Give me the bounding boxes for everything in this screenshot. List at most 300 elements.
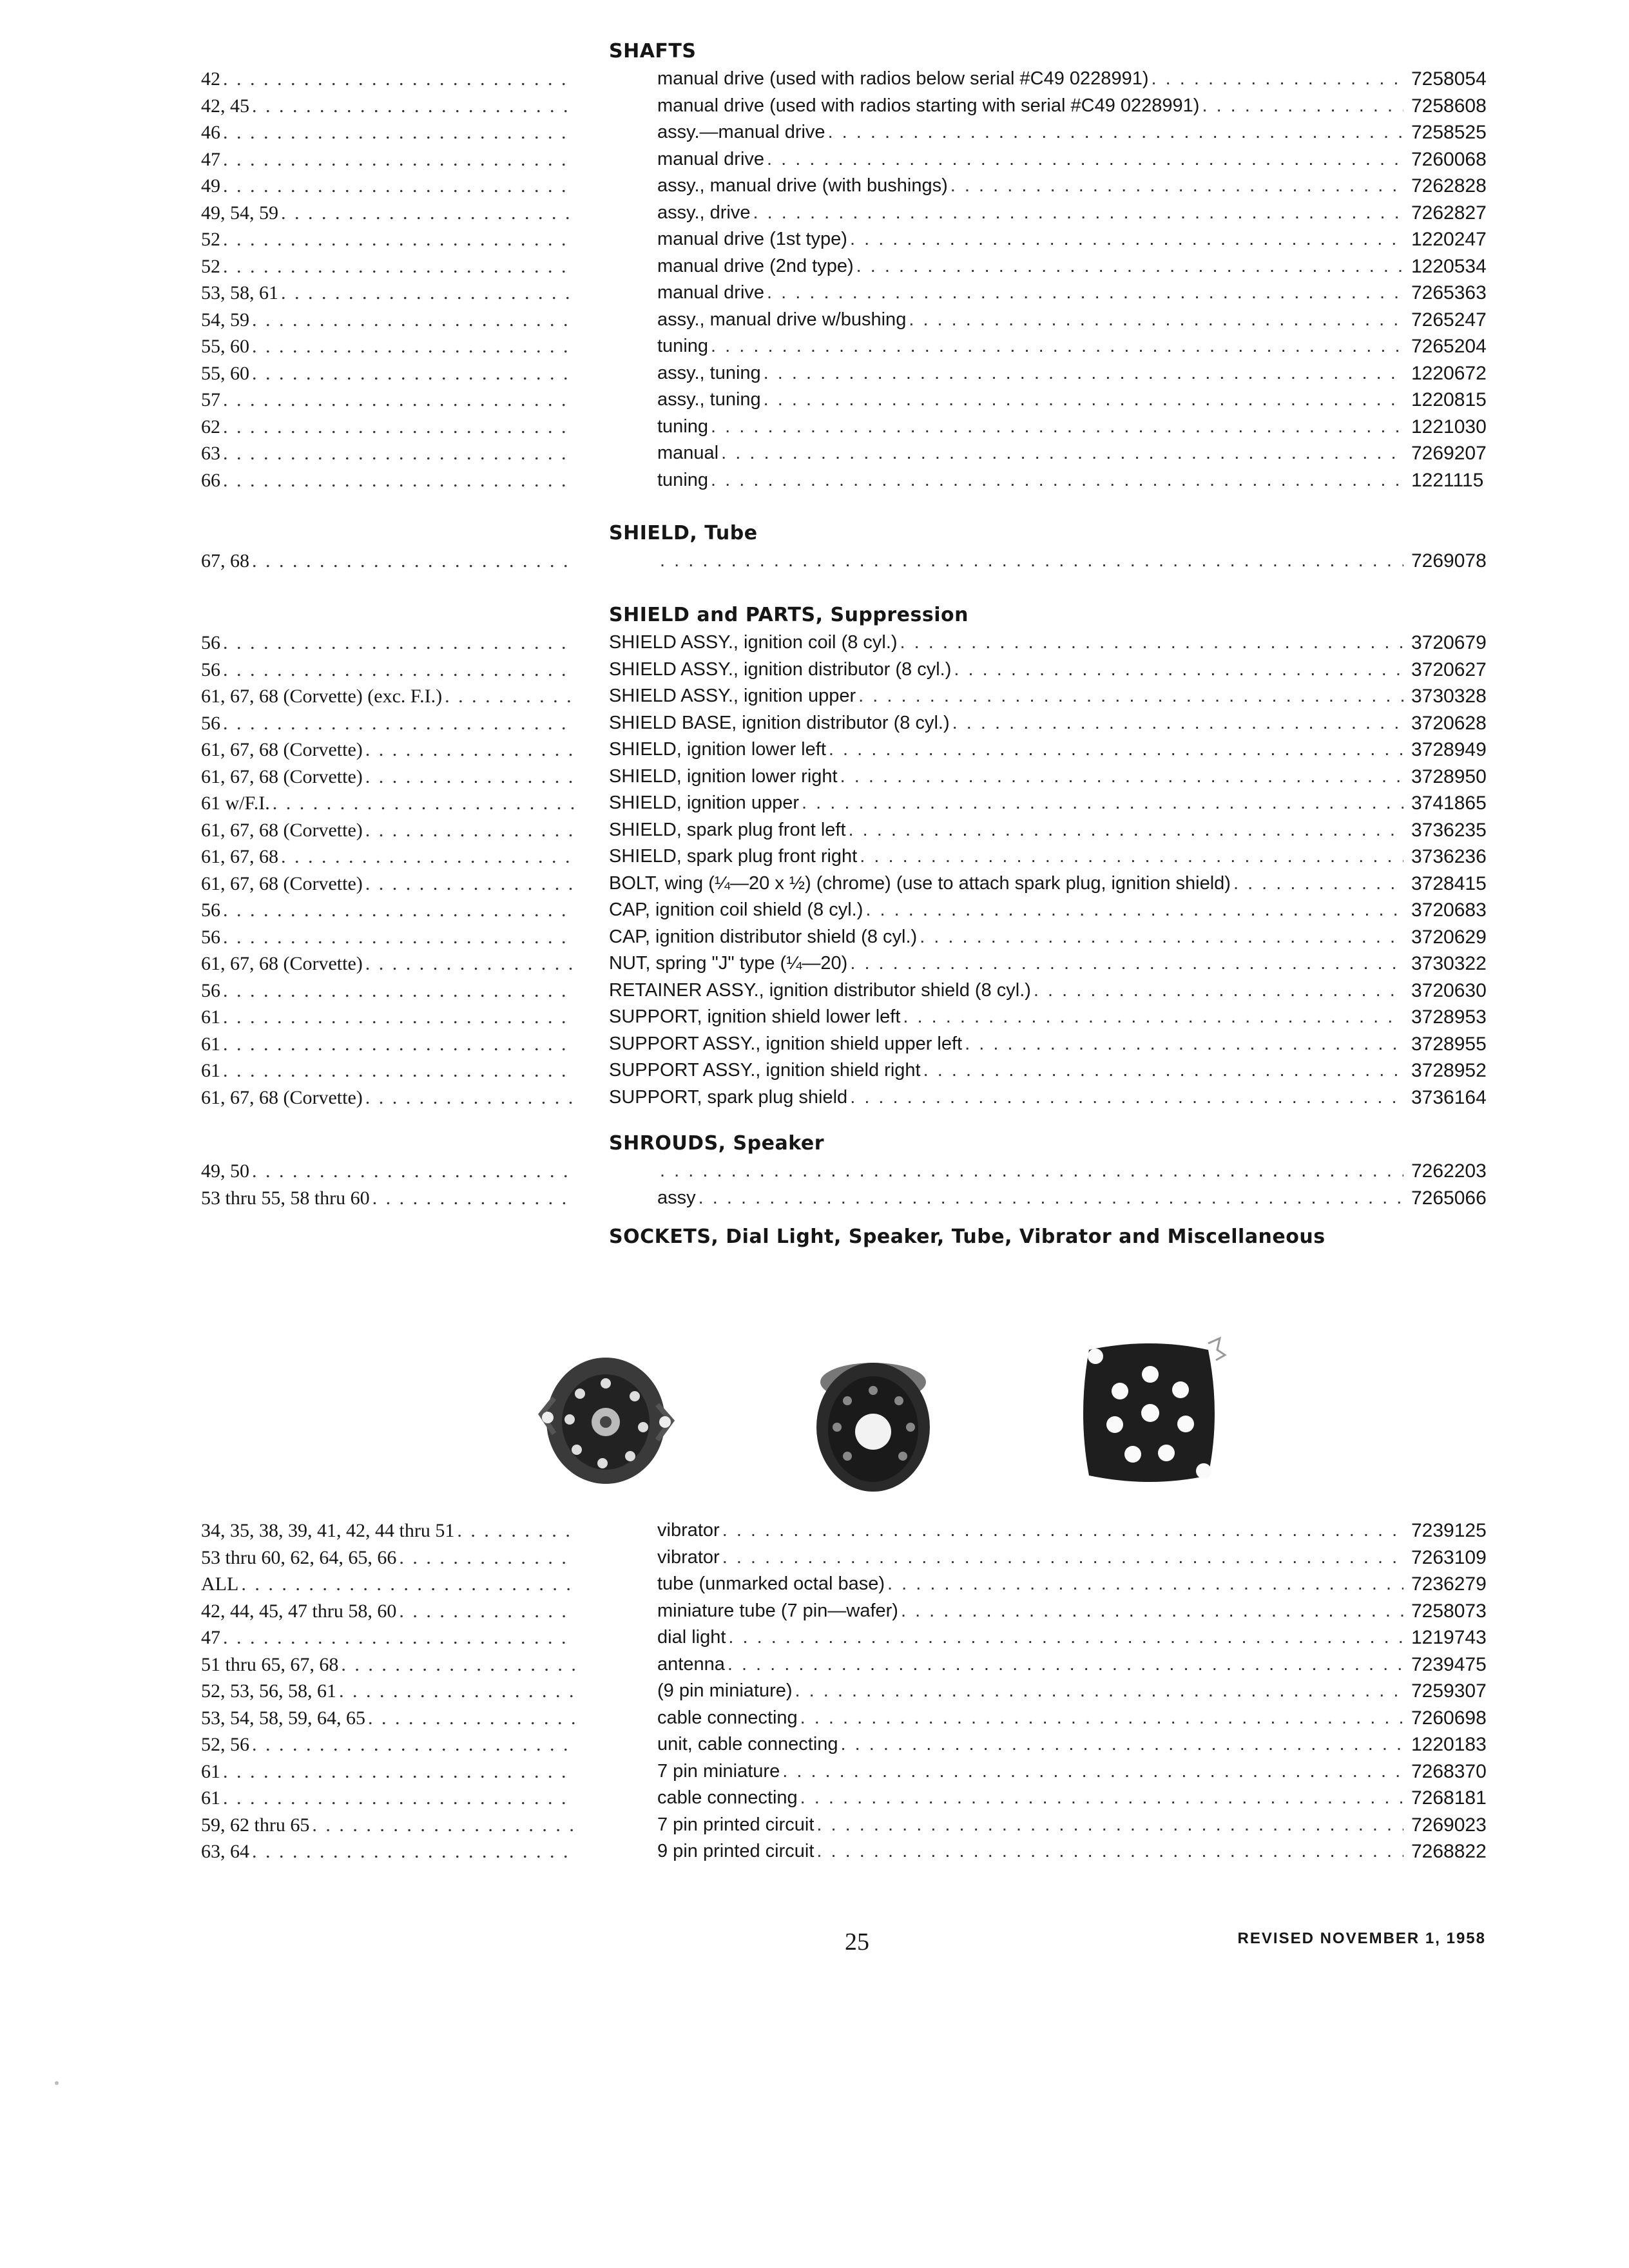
description (609, 736, 1403, 764)
dot-leader (223, 66, 575, 93)
model-numbers: 56 (201, 899, 220, 921)
description (609, 1057, 1403, 1084)
part-description: SUPPORT ASSY., ignition shield upper left (609, 1033, 963, 1054)
description (609, 1031, 1403, 1058)
part-description: manual drive (657, 282, 765, 303)
model-numbers: 61, 67, 68 (Corvette) (201, 739, 363, 760)
part-number: 7258054 (1411, 68, 1487, 90)
model-list (201, 710, 575, 737)
model-list (201, 924, 575, 951)
part-row (0, 977, 1629, 1004)
dot-leader (223, 924, 575, 951)
model-list (201, 817, 575, 844)
model-list (201, 950, 575, 977)
dot-leader (699, 1185, 1403, 1212)
revision-date: REVISED NOVEMBER 1, 1958 (1237, 1930, 1486, 1947)
dot-leader (223, 467, 575, 494)
model-list (201, 200, 575, 227)
dot-leader (660, 548, 1403, 575)
description (609, 629, 1403, 657)
dot-leader (252, 1838, 575, 1865)
description (657, 1158, 1403, 1185)
part-description: NUT, spring "J" type (¼—20) (609, 953, 848, 974)
dot-leader (858, 683, 1403, 710)
model-list (201, 226, 575, 253)
description (657, 200, 1403, 227)
dot-leader (711, 333, 1403, 360)
part-number: 7263109 (1411, 1546, 1487, 1568)
part-number: 3728955 (1411, 1033, 1487, 1055)
part-row (0, 1678, 1629, 1705)
dot-leader (764, 387, 1403, 414)
dot-leader (660, 1158, 1403, 1185)
dot-leader (252, 1731, 575, 1758)
dot-leader (223, 387, 575, 414)
description (657, 280, 1403, 307)
dot-leader (782, 1758, 1403, 1785)
part-description: SHIELD ASSY., ignition upper (609, 686, 856, 706)
part-description: SUPPORT, spark plug shield (609, 1086, 848, 1108)
part-row (0, 226, 1629, 253)
part-row (0, 1838, 1629, 1865)
dot-leader (901, 1598, 1403, 1625)
part-number: 3720683 (1411, 899, 1487, 921)
model-numbers: 56 (201, 926, 220, 948)
model-numbers: 53 thru 60, 62, 64, 65, 66 (201, 1546, 397, 1568)
model-list (201, 657, 575, 684)
part-row (0, 736, 1629, 764)
model-numbers: 47 (201, 1627, 220, 1648)
model-list (201, 360, 575, 387)
part-number: 3730328 (1411, 686, 1487, 707)
model-numbers: 61, 67, 68 (Corvette) (201, 1086, 363, 1108)
part-number: 3720679 (1411, 632, 1487, 653)
model-list (201, 1544, 575, 1571)
description (657, 253, 1403, 280)
model-numbers: 52 (201, 255, 220, 277)
part-number: 7268822 (1411, 1841, 1487, 1862)
part-number: 3720627 (1411, 658, 1487, 680)
dot-leader (365, 736, 575, 764)
part-description: manual drive (2nd type) (657, 255, 854, 276)
part-description: dial light (657, 1627, 726, 1648)
model-list (201, 1004, 575, 1031)
part-row (0, 1544, 1629, 1571)
dot-leader (753, 200, 1403, 227)
dot-leader (711, 467, 1403, 494)
part-number: 7269078 (1411, 550, 1487, 572)
dot-leader (223, 1624, 575, 1651)
model-numbers: 56 (201, 658, 220, 680)
part-description: BOLT, wing (¼—20 x ½) (chrome) (use to attach spark plug, ignition shield) (609, 872, 1231, 894)
dot-leader (728, 1624, 1403, 1651)
description (657, 387, 1403, 414)
part-description: cable connecting (657, 1707, 798, 1728)
dot-leader (802, 790, 1403, 817)
part-row (0, 1812, 1629, 1839)
part-description: SHIELD, spark plug front left (609, 819, 846, 840)
part-description: SHIELD BASE, ignition distributor (8 cyl.) (609, 712, 950, 733)
description (657, 1678, 1403, 1705)
part-description: (9 pin miniature) (657, 1680, 793, 1701)
part-description: manual drive (used with radios starting with serial #C49 0228991) (657, 95, 1200, 116)
dot-leader (341, 1651, 575, 1678)
dot-leader (365, 764, 575, 791)
model-numbers: 61 (201, 1060, 220, 1081)
part-row (0, 790, 1629, 817)
part-number: 3728953 (1411, 1006, 1487, 1028)
model-numbers: 61, 67, 68 (Corvette) (201, 872, 363, 894)
dot-leader (252, 93, 575, 120)
part-description: antenna (657, 1653, 725, 1675)
part-row (0, 66, 1629, 93)
part-number: 3736235 (1411, 819, 1487, 841)
model-numbers: 49, 50 (201, 1160, 249, 1182)
dot-leader (767, 146, 1403, 173)
dot-leader (223, 1004, 575, 1031)
model-numbers: 56 (201, 979, 220, 1001)
part-description: 9 pin printed circuit (657, 1841, 815, 1861)
description (657, 414, 1403, 441)
model-numbers: 62 (201, 416, 220, 437)
description (657, 1758, 1403, 1785)
model-numbers: 56 (201, 632, 220, 653)
part-number: 3728415 (1411, 872, 1487, 894)
part-number: 1221115 (1411, 469, 1484, 491)
dot-leader (223, 1057, 575, 1084)
description (657, 1624, 1403, 1651)
model-list (201, 467, 575, 494)
description (657, 548, 1403, 575)
model-list (201, 440, 575, 467)
part-row (0, 440, 1629, 467)
dot-leader (887, 1571, 1403, 1598)
part-row (0, 1004, 1629, 1031)
section-title: SHIELD, Tube (609, 522, 758, 544)
description (657, 307, 1403, 334)
model-list (201, 66, 575, 93)
model-list (201, 173, 575, 200)
dot-leader (849, 817, 1404, 844)
dot-leader (372, 1185, 575, 1212)
part-description: RETAINER ASSY., ignition distributor shield (8 cyl.) (609, 979, 1031, 1001)
dot-leader (850, 1084, 1403, 1111)
model-list (201, 629, 575, 657)
dot-leader (223, 657, 575, 684)
description (609, 710, 1403, 737)
description (609, 1004, 1403, 1031)
part-row (0, 333, 1629, 360)
part-row (0, 119, 1629, 146)
part-description: SHIELD, ignition lower left (609, 739, 826, 760)
part-description: assy (657, 1187, 696, 1208)
part-number: 1219743 (1411, 1627, 1487, 1648)
model-numbers: 52 (201, 229, 220, 250)
model-list (201, 414, 575, 441)
model-list (201, 1785, 575, 1812)
dot-leader (721, 440, 1403, 467)
dot-leader (312, 1812, 575, 1839)
part-row (0, 924, 1629, 951)
dot-leader (816, 1838, 1403, 1865)
part-row (0, 387, 1629, 414)
socket-photos (0, 1318, 1629, 1537)
model-list (201, 253, 575, 280)
model-numbers: 42, 45 (201, 95, 249, 117)
model-list (201, 1571, 575, 1598)
dot-leader (816, 1812, 1403, 1839)
part-number: 7268181 (1411, 1787, 1487, 1809)
description (609, 924, 1403, 951)
part-description: 7 pin printed circuit (657, 1814, 815, 1835)
dot-leader (223, 1031, 575, 1058)
description (657, 1571, 1403, 1598)
description (609, 897, 1403, 924)
part-description: assy.—manual drive (657, 122, 825, 142)
dot-leader (281, 843, 575, 870)
part-description: tube (unmarked octal base) (657, 1573, 885, 1594)
dot-leader (841, 1731, 1403, 1758)
description (657, 467, 1403, 494)
section-title: SOCKETS, Dial Light, Speaker, Tube, Vibrator and Miscellaneous (609, 1225, 1325, 1248)
model-numbers: 66 (201, 469, 220, 491)
model-list (201, 790, 575, 817)
description (657, 1812, 1403, 1839)
part-description: assy., tuning (657, 389, 761, 410)
part-description: SHIELD, spark plug front right (609, 846, 858, 867)
model-list (201, 1598, 575, 1625)
dot-leader (365, 1084, 575, 1111)
part-number: 3730322 (1411, 953, 1487, 974)
model-numbers: 59, 62 thru 65 (201, 1814, 310, 1836)
part-description: manual (657, 443, 719, 463)
description (657, 360, 1403, 387)
dot-leader (223, 119, 575, 146)
dot-leader (399, 1544, 575, 1571)
model-list (201, 1031, 575, 1058)
part-row (0, 1624, 1629, 1651)
dot-leader (273, 790, 575, 817)
description (657, 93, 1403, 120)
description (657, 1651, 1403, 1678)
dot-leader (954, 657, 1403, 684)
dot-leader (856, 253, 1403, 280)
model-numbers: 55, 60 (201, 362, 249, 384)
description (609, 790, 1403, 817)
description (609, 870, 1403, 898)
part-row (0, 629, 1629, 657)
dot-leader (365, 950, 575, 977)
part-number: 7262827 (1411, 202, 1487, 224)
part-row (0, 1084, 1629, 1111)
part-row (0, 93, 1629, 120)
part-number: 7265247 (1411, 309, 1487, 331)
part-row (0, 173, 1629, 200)
description (609, 657, 1403, 684)
part-row (0, 657, 1629, 684)
model-numbers: 54, 59 (201, 309, 249, 331)
dot-leader (281, 280, 575, 307)
part-description: manual drive (used with radios below serial #C49 0228991) (657, 68, 1149, 89)
section-rows (0, 66, 1629, 494)
description (609, 764, 1403, 791)
description (609, 817, 1403, 844)
model-list (201, 1758, 575, 1785)
part-number: 1220672 (1411, 362, 1487, 384)
model-numbers: 47 (201, 148, 220, 170)
section-title: SHROUDS, Speaker (609, 1132, 824, 1155)
model-list (201, 683, 575, 710)
description (657, 333, 1403, 360)
model-numbers: 53 thru 55, 58 thru 60 (201, 1187, 370, 1209)
dot-leader (223, 253, 575, 280)
part-row (0, 548, 1629, 575)
section-rows (0, 1517, 1629, 1865)
part-number: 7260068 (1411, 148, 1487, 170)
part-description: unit, cable connecting (657, 1734, 838, 1754)
scan-speck (55, 2081, 59, 2085)
part-row (0, 1185, 1629, 1212)
model-numbers: 61, 67, 68 (Corvette) (201, 819, 363, 841)
part-number: 3728949 (1411, 739, 1487, 760)
section-rows (0, 548, 1629, 575)
part-number: 1220247 (1411, 229, 1487, 250)
dot-leader (840, 764, 1403, 791)
part-number: 7269023 (1411, 1814, 1487, 1836)
model-numbers: 55, 60 (201, 336, 249, 357)
part-row (0, 1731, 1629, 1758)
part-number: 7265363 (1411, 282, 1487, 303)
model-numbers: 63 (201, 443, 220, 464)
model-list (201, 1705, 575, 1732)
part-row (0, 817, 1629, 844)
section-title: SHIELD and PARTS, Suppression (609, 604, 969, 626)
model-numbers: 46 (201, 122, 220, 143)
model-list (201, 93, 575, 120)
dot-leader (829, 736, 1403, 764)
model-list (201, 1651, 575, 1678)
description (609, 1084, 1403, 1111)
section-title: SHAFTS (609, 40, 697, 62)
part-description: 7 pin miniature (657, 1760, 780, 1782)
part-description: assy., drive (657, 202, 751, 223)
part-number: 1220183 (1411, 1734, 1487, 1755)
model-list (201, 1731, 575, 1758)
dot-leader (764, 360, 1403, 387)
part-number: 3736236 (1411, 846, 1487, 867)
model-list (201, 977, 575, 1004)
dot-leader (1233, 870, 1403, 898)
dot-leader (850, 950, 1403, 977)
dot-leader (252, 1158, 575, 1185)
part-number: 3720629 (1411, 926, 1487, 948)
description (657, 66, 1403, 93)
part-description: SHIELD ASSY., ignition distributor (8 cyl.) (609, 658, 952, 680)
dot-leader (900, 629, 1403, 657)
part-number: 7258608 (1411, 95, 1487, 117)
part-number: 7268370 (1411, 1760, 1487, 1782)
model-list (201, 1812, 575, 1839)
dot-leader (728, 1651, 1403, 1678)
model-numbers: 61, 67, 68 (Corvette) (201, 953, 363, 974)
part-row (0, 1758, 1629, 1785)
part-description: CAP, ignition distributor shield (8 cyl.) (609, 926, 918, 947)
octal-socket-image (528, 1337, 683, 1504)
model-list (201, 119, 575, 146)
dot-leader (850, 226, 1403, 253)
dot-leader (445, 683, 575, 710)
part-number: 7265066 (1411, 1187, 1487, 1209)
part-number: 3728952 (1411, 1060, 1487, 1081)
part-description: cable connecting (657, 1787, 798, 1808)
description (609, 977, 1403, 1004)
model-numbers: 63, 64 (201, 1841, 249, 1862)
part-description: tuning (657, 416, 709, 437)
model-numbers: 42 (201, 68, 220, 90)
part-row (0, 710, 1629, 737)
model-numbers: 61 (201, 1033, 220, 1055)
model-numbers: 53, 54, 58, 59, 64, 65 (201, 1707, 365, 1729)
page-number: 25 (845, 1928, 869, 1956)
model-list (201, 280, 575, 307)
part-description: SHIELD ASSY., ignition coil (8 cyl.) (609, 632, 898, 653)
dot-leader (252, 333, 575, 360)
model-numbers: 52, 53, 56, 58, 61 (201, 1680, 336, 1702)
dot-leader (711, 414, 1403, 441)
part-row (0, 1571, 1629, 1598)
dot-leader (399, 1598, 575, 1625)
dot-leader (223, 226, 575, 253)
part-number: 3720630 (1411, 979, 1487, 1001)
part-description: tuning (657, 469, 709, 490)
part-number: 7239475 (1411, 1653, 1487, 1675)
model-list (201, 1057, 575, 1084)
part-description: SUPPORT, ignition shield lower left (609, 1006, 901, 1027)
description (657, 1705, 1403, 1732)
part-description: CAP, ignition coil shield (8 cyl.) (609, 899, 863, 920)
description (657, 119, 1403, 146)
dot-leader (223, 414, 575, 441)
part-row (0, 1158, 1629, 1185)
dot-leader (865, 897, 1403, 924)
part-row (0, 1651, 1629, 1678)
part-row (0, 1785, 1629, 1812)
description (609, 683, 1403, 710)
part-description: SHIELD, ignition lower right (609, 765, 838, 787)
model-list (201, 548, 575, 575)
model-numbers: 61, 67, 68 (201, 846, 278, 867)
dot-leader (923, 1057, 1403, 1084)
model-numbers: 61, 67, 68 (Corvette) (exc. F.I.) (201, 686, 443, 707)
part-number: 3720628 (1411, 712, 1487, 734)
part-number: 7259307 (1411, 1680, 1487, 1702)
description (657, 1785, 1403, 1812)
dot-leader (223, 977, 575, 1004)
dot-leader (223, 629, 575, 657)
dot-leader (1151, 66, 1403, 93)
part-row (0, 1705, 1629, 1732)
model-numbers: 61 (201, 1006, 220, 1028)
part-description: assy., manual drive w/bushing (657, 309, 907, 330)
dot-leader (223, 1758, 575, 1785)
description (657, 1598, 1403, 1625)
part-row (0, 200, 1629, 227)
dot-leader (223, 897, 575, 924)
part-description: manual drive (657, 148, 765, 169)
part-row (0, 843, 1629, 870)
part-number: 7269207 (1411, 443, 1487, 464)
dot-leader (1202, 93, 1403, 120)
